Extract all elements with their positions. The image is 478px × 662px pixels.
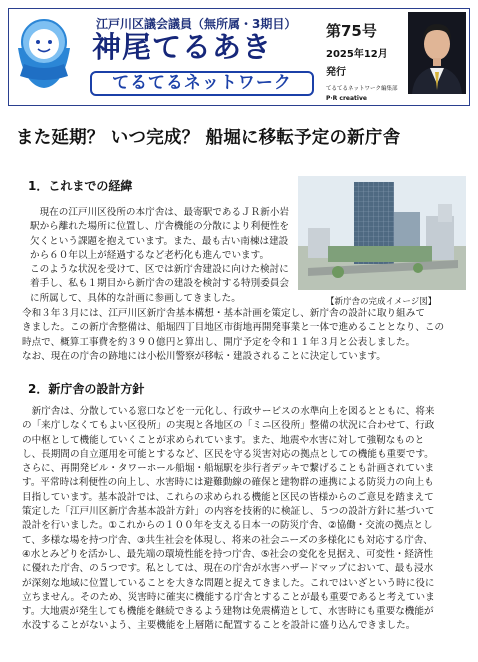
- text-line: 策定した「江戸川区新庁舎基本設計方針」の内容を技術的に検証し、５つの設計方針に基づいて: [22, 506, 435, 518]
- text-line: ④水とみどりを活かし、最先端の環境性能を持つ庁舎、⑤社会の変化を見据え、可変性・経済性: [22, 548, 434, 560]
- text-line: から６０年以上が経過するなど老朽化も進んでいます。: [30, 249, 270, 261]
- text-line: 新庁舎は、分散している窓口などを一元化し、行政サービスの水準向上を図るとともに、将来: [22, 406, 435, 417]
- editor-credit: てるてるネットワーク編集部: [326, 86, 398, 92]
- text-line: きました。この新庁舎整備は、船堀四丁目地区市街地再開発事業と一体で進めることとなり、この: [22, 322, 445, 334]
- text-line: 設計を行いました。①これからの１００年を支える日本一の防災庁舎、②協働・交流の拠点とし: [22, 520, 433, 532]
- author-portrait: [408, 12, 466, 94]
- network-banner: てるてるネットワーク: [90, 71, 314, 96]
- published-label: 発行: [326, 67, 346, 78]
- section2-heading: 2．新庁舎の設計方針: [28, 382, 145, 396]
- rendering-caption: 【新庁舎の完成イメージ図】: [326, 297, 437, 307]
- text-line: 現在の江戸川区役所の本庁舎は、最寄駅であるＪＲ新小岩: [30, 207, 290, 218]
- text-line: 時点で、概算工事費を約３９０億円と算出し、開庁予定を令和１１年３月と公表しました。: [22, 336, 416, 348]
- text-line: 水没することがないよう、主要機能を上層階に配置することを設計に盛り込んできました。: [22, 620, 416, 632]
- council-member-subtitle: 江戸川区議会議員（無所属・3期目）: [96, 17, 297, 31]
- teru-teru-bozu-mascot-icon: [14, 14, 74, 90]
- text-line: 令和３年３月には、江戸川区新庁舎基本構想・基本計画を策定し、新庁舎の設計に取り組みて: [22, 308, 425, 319]
- text-line: に優れた庁舎、の５つです。私としては、現在の庁舎が水害ハザードマップにおいて、最も浸水: [22, 563, 434, 575]
- text-line: 欠くという課題を抱えています。また、最も古い南棟は建設: [30, 235, 289, 247]
- newsletter-name: 神尾てるあき: [92, 30, 273, 64]
- text-line: し、長期間の自立運用を可能とするなど、区民を守る災害対応の拠点としての機能も重要です。: [22, 448, 434, 460]
- text-line: このような状況を受けて、区では新庁舎建設に向けた検討に: [30, 264, 289, 276]
- text-line: す。平常時は利便性の向上し、水害時には避難動線の確保と建物群の連携による防災力の向上も: [22, 477, 434, 489]
- new-building-rendering: [298, 176, 466, 290]
- text-line: 着手し、私も１期目から新庁舎の建設を検討する特別委員会: [30, 278, 290, 290]
- text-line: 目指しています。基本設計では、これらの求められる機能と区民の皆様からのご意見を踏まえて: [22, 491, 434, 503]
- section1-heading: 1．これまでの経緯: [28, 179, 133, 193]
- issue-info: [326, 20, 406, 102]
- section2-text: [22, 405, 435, 634]
- section1-wrap-text: [30, 206, 289, 306]
- text-line: さらに、再開発ビル・タワーホール船堀・船堀駅を歩行者デッキで繋げることも計画されていま: [22, 463, 435, 475]
- text-line: の「来庁しなくてもよい区役所」の実現と各地区の「ミニ区役所」整備の状況に合わせて、行政: [22, 420, 435, 432]
- text-line: に所属して、具体的な計画に参画してきました。: [30, 292, 241, 304]
- text-line: 駅から離れた場所に位置し、庁舎機能の分散により利便性を: [30, 221, 290, 233]
- issue-date: 2025年12月: [326, 49, 388, 60]
- text-line: なお、現在の庁舎の跡地には小松川警察が移転・建設されることに決定しています。: [22, 350, 386, 362]
- section1-full-text: [22, 307, 444, 364]
- text-line: す。大地震が発生しても機能を継続できるよう建物は免震構造として、水害時にも重要な機能が: [22, 606, 434, 618]
- main-headline: また延期？ いつ完成？ 船堀に移転予定の新庁舎: [16, 128, 401, 148]
- text-line: 立ちません。そのため、災害時に確実に機能する庁舎とすることが最も重要であると考えていま: [22, 591, 435, 603]
- text-line: が深刻な地域に位置していることを大きな問題と捉えてきました。これではいざという時に役に: [22, 577, 435, 589]
- text-line: の中枢として機能していくことが求められています。また、地震や水害に対して強靭なものと: [22, 434, 425, 446]
- text-line: て、多様な場を持つ庁舎、③共生社会を体現し、将来の社会ニーズの多様化にも対応する庁舎、: [22, 534, 433, 546]
- creative-credit: P·R creative: [326, 95, 367, 102]
- issue-number: 第75号: [326, 22, 377, 40]
